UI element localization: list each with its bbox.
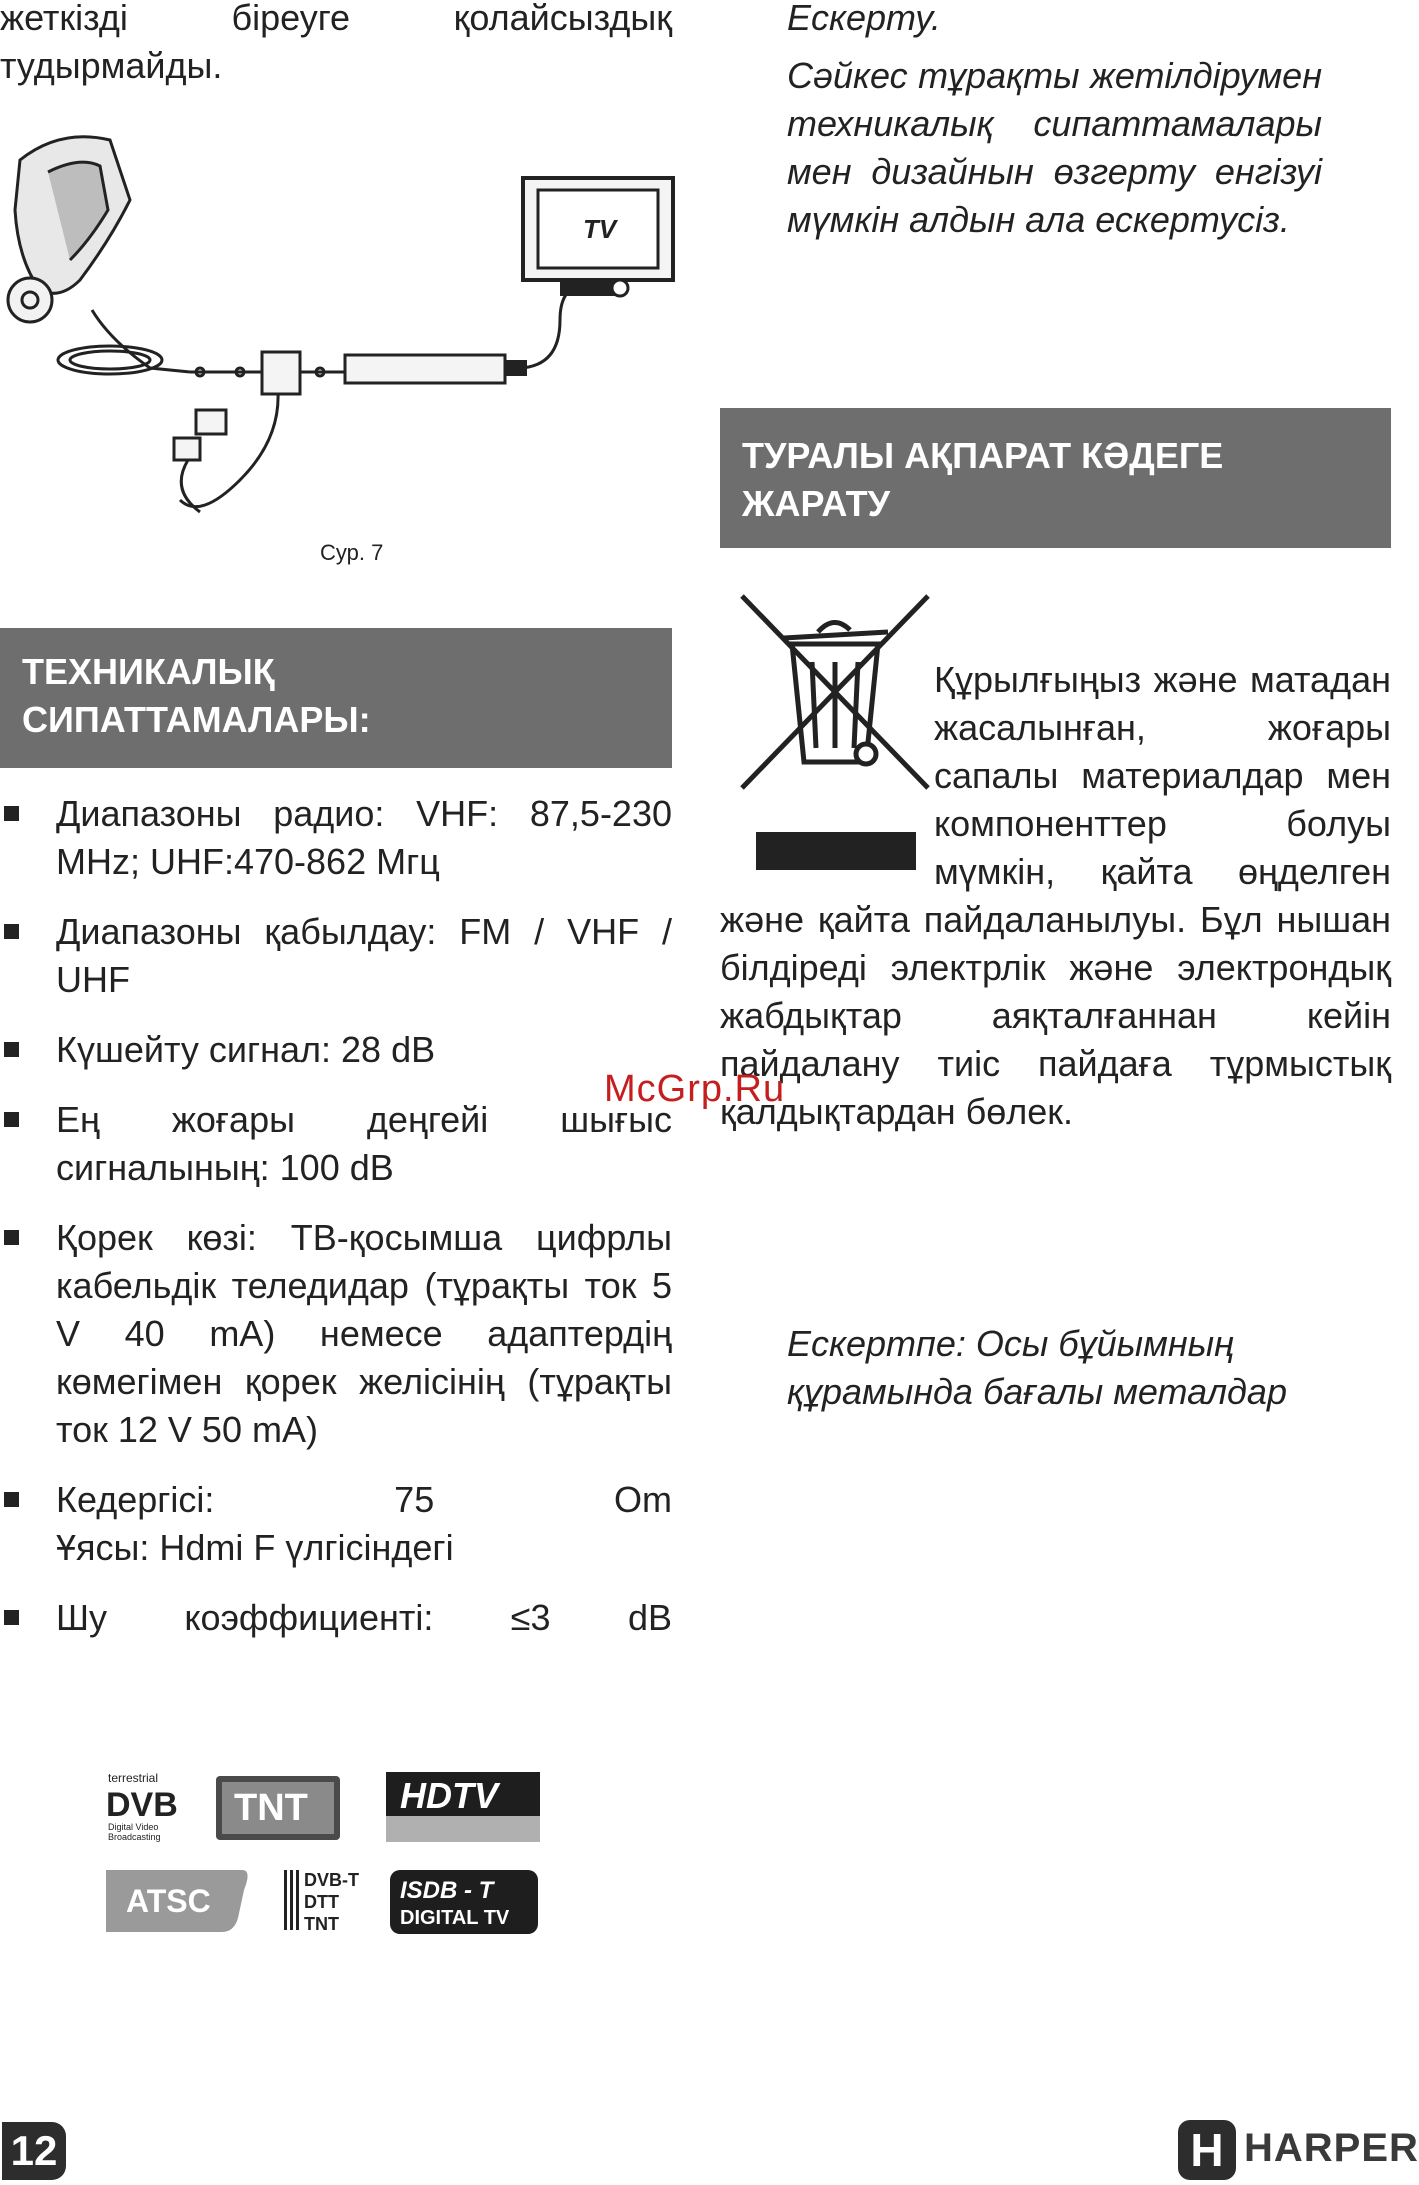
figure-caption: Сур. 7 — [320, 540, 384, 565]
harper-logo — [1178, 2120, 1419, 2180]
recycling-section-header — [720, 408, 1391, 548]
square-bullet-icon — [4, 1042, 19, 1057]
intro-line-2: тудырмайды. — [0, 45, 223, 86]
square-bullet-icon — [4, 1112, 19, 1127]
standards-logos — [104, 1770, 544, 1940]
atsc-logo — [106, 1870, 248, 1932]
svg-text:ATSC: ATSC — [126, 1883, 211, 1919]
svg-text:DVB: DVB — [106, 1786, 178, 1824]
tv-label: TV — [583, 214, 617, 244]
dvbt-dtt-tnt-logo — [284, 1870, 359, 1934]
spec-item-noise: Шу коэффициенті: ≤3 dB — [56, 1594, 672, 1642]
square-bullet-icon — [4, 1610, 19, 1625]
svg-text:ISDB - T: ISDB - T — [400, 1877, 494, 1904]
icon-wrap-spacer — [720, 656, 934, 886]
square-bullet-icon — [4, 924, 19, 939]
footnote: Ескертпе: Осы бұйымның құрамында бағалы металдар — [787, 1323, 1287, 1412]
spec-item-power: Қорек көзі: ТВ-қосымша цифрлы кабельдік теледидар (тұрақты ток 5 V 40 mA) немесе адаптердің көмегімен қорек желісінің (тұрақты ток 12 V 50 mA) — [56, 1214, 672, 1454]
recycling-text: Құрылғыңыз және матадан жасалынған, жоғары сапалы материалдар мен компоненттер болуы мүмкін, қайта өңделген және қайта пайдаланылуы. Бұл нышан білдіреді электрлік және электрондық жабдықтар аяқталғаннан кейін пайдалану тиіс пайдаға тұрмыстық қалдықтардан бөлек. — [720, 656, 1391, 1136]
spec-header-line-2: СИПАТТАМАЛАРЫ: — [22, 699, 371, 740]
brand-letter-icon: H — [1178, 2120, 1236, 2180]
svg-text:TNT: TNT — [304, 1914, 339, 1934]
note-heading: Ескерту. — [787, 0, 941, 38]
spec-section-header — [0, 628, 672, 768]
svg-text:HDTV: HDTV — [400, 1775, 498, 1816]
note-body: Сәйкес тұрақты жетілдірумен техникалық сипаттамалары мен дизайнын өзгерту енгізуі мүмкін алдын ала ескертусіз. — [787, 55, 1322, 240]
svg-text:Broadcasting: Broadcasting — [108, 1832, 161, 1842]
square-bullet-icon — [4, 1230, 19, 1245]
svg-text:DTT: DTT — [304, 1892, 339, 1912]
svg-text:Digital Video: Digital Video — [108, 1822, 159, 1832]
spec-item-reception-range: Диапазоны қабылдау: FM / VHF / UHF — [56, 908, 672, 1004]
spec-item-gain: Күшейту сигнал: 28 dB — [56, 1026, 672, 1074]
spec-item-radio-range: Диапазоны радио: VHF: 87,5-230 MHz; UHF:470-862 Мгц — [56, 790, 672, 886]
splitter-box — [262, 352, 300, 394]
svg-text:terrestrial: terrestrial — [108, 1771, 159, 1785]
dvb-logo — [106, 1771, 178, 1842]
intro-text — [0, 0, 672, 90]
spec-item-impedance: Кедергісі: 75 Om Ұясы: Hdmi F үлгісіндегі — [56, 1476, 672, 1572]
rf-connector — [505, 360, 527, 376]
svg-text:TNT: TNT — [234, 1787, 308, 1829]
cable-lines — [180, 285, 580, 507]
spec-item-max-output: Ең жоғары деңгейі шығыс сигналының: 100 dB — [56, 1096, 672, 1192]
antenna-illustration — [8, 137, 190, 374]
tv-illustration — [523, 178, 673, 296]
spec-item-connector: Ұясы: Hdmi F үлгісіндегі — [56, 1527, 454, 1568]
isdb-t-logo — [390, 1870, 538, 1934]
spec-header-line-1: ТЕХНИКАЛЫҚ — [22, 651, 275, 692]
square-bullet-icon — [4, 806, 19, 821]
hdtv-logo — [386, 1772, 540, 1842]
recycling-header-line-2: ЖАРАТУ — [742, 483, 890, 524]
svg-text:DVB-T: DVB-T — [304, 1870, 359, 1890]
spec-list — [56, 790, 672, 1664]
brand-name: HARPER — [1244, 2126, 1419, 2170]
intro-line-1: жеткізді біреуге қолайсыздық — [0, 0, 672, 38]
set-top-box — [345, 355, 505, 383]
watermark: McGrp.Ru — [604, 1068, 786, 1110]
tnt-logo — [216, 1776, 340, 1840]
square-bullet-icon — [4, 1492, 19, 1507]
page-number: 12 — [2, 2122, 66, 2180]
svg-text:DIGITAL TV: DIGITAL TV — [400, 1907, 510, 1929]
connection-diagram — [0, 120, 690, 560]
recycling-header-line-1: ТУРАЛЫ АҚПАРАТ КӘДЕГЕ — [742, 435, 1224, 476]
